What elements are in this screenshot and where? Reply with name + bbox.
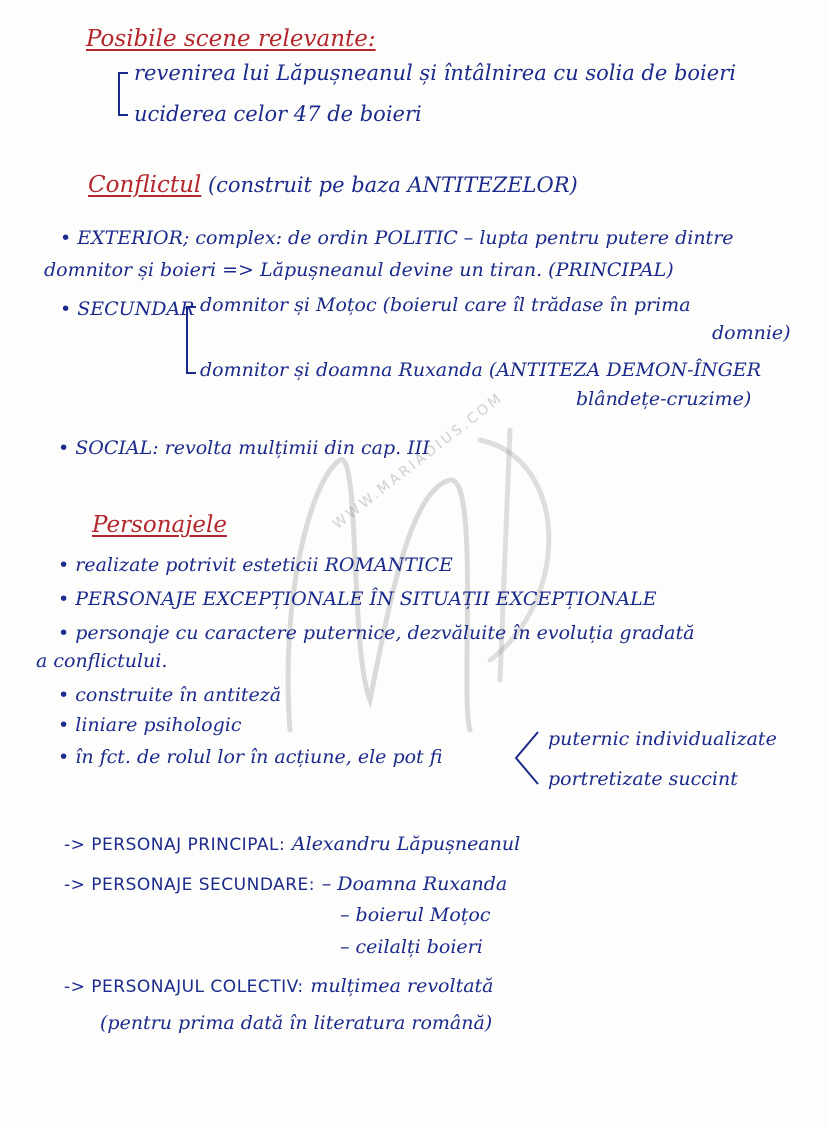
conflict-title: Conflictul xyxy=(88,172,202,198)
personaje-title: Personajele xyxy=(92,512,227,538)
personaje-bullet-4: • construite în antiteză xyxy=(58,684,282,706)
personaj-colectiv-note: (pentru prima dată în literatura română) xyxy=(100,1012,493,1034)
personaje-bullet-3-line-1: • personaje cu caractere puternice, dezvăluite în evoluția gradată xyxy=(58,622,695,644)
personaje-option-1: puternic individualizate xyxy=(548,728,777,750)
personaje-option-2: portretizate succint xyxy=(548,768,738,790)
personaje-bullet-5: • liniare psihologic xyxy=(58,714,242,736)
conflict-social: • SOCIAL: revolta mulțimii din cap. III xyxy=(58,437,430,459)
personaj-colectiv-label: -> PERSONAJUL COLECTIV: xyxy=(64,977,304,997)
personaje-secundare-row xyxy=(64,870,507,898)
personaje-bullet-6: • în fct. de rolul lor în acțiune, ele pot fi xyxy=(58,746,443,768)
personaj-principal-value: Alexandru Lăpușneanul xyxy=(291,833,521,855)
conflict-secundar-bracket xyxy=(186,306,196,374)
website-watermark: WWW.MARIADIUS.COM xyxy=(330,389,507,533)
conflict-heading xyxy=(88,172,578,198)
personaje-secundare-label: -> PERSONAJE SECUNDARE: xyxy=(64,875,316,895)
conflict-secundar-label: • SECUNDAR xyxy=(60,298,195,320)
personaje-bullet-3-line-2: a conflictului. xyxy=(36,650,168,672)
conflict-exterior-line-1: • EXTERIOR; complex: de ordin POLITIC – lupta pentru putere dintre xyxy=(60,227,734,249)
scene-title: Posibile scene relevante: xyxy=(86,26,376,52)
personaj-colectiv-row xyxy=(64,972,494,1000)
personaje-secundare-item-2: – boierul Moțoc xyxy=(340,904,491,926)
personaj-principal-label: -> PERSONAJ PRINCIPAL: xyxy=(64,835,286,855)
scene-item-2: uciderea celor 47 de boieri xyxy=(134,102,422,126)
personaje-secundare-item-1: – Doamna Ruxanda xyxy=(321,873,508,895)
conflict-exterior-line-2: domnitor și boieri => Lăpușneanul devine un tiran. (PRINCIPAL) xyxy=(44,259,674,281)
conflict-secundar-1-line-1: domnitor și Moțoc (boierul care îl trădase în prima xyxy=(200,294,691,316)
scene-item-1: revenirea lui Lăpușneanul și întâlnirea cu solia de boieri xyxy=(134,61,736,85)
personaje-angle-bracket xyxy=(512,728,542,788)
conflict-secundar-2-line-1: domnitor și doamna Ruxanda (ANTITEZA DEMON-ÎNGER xyxy=(200,359,762,381)
scene-bracket xyxy=(118,72,128,116)
personaje-secundare-item-3: – ceilalți boieri xyxy=(340,936,483,958)
personaj-principal-row xyxy=(64,830,520,858)
personaje-bullet-1: • realizate potrivit esteticii ROMANTICE xyxy=(58,554,453,576)
conflict-title-note: (construit pe baza ANTITEZELOR) xyxy=(207,173,578,197)
personaj-colectiv-value: mulțimea revoltată xyxy=(310,975,494,997)
conflict-secundar-2-line-2: blândețe-cruzime) xyxy=(576,388,752,410)
conflict-secundar-1-line-2: domnie) xyxy=(712,322,791,344)
personaje-bullet-2: • PERSONAJE EXCEPȚIONALE ÎN SITUAȚII EXCEPȚIONALE xyxy=(58,588,657,610)
